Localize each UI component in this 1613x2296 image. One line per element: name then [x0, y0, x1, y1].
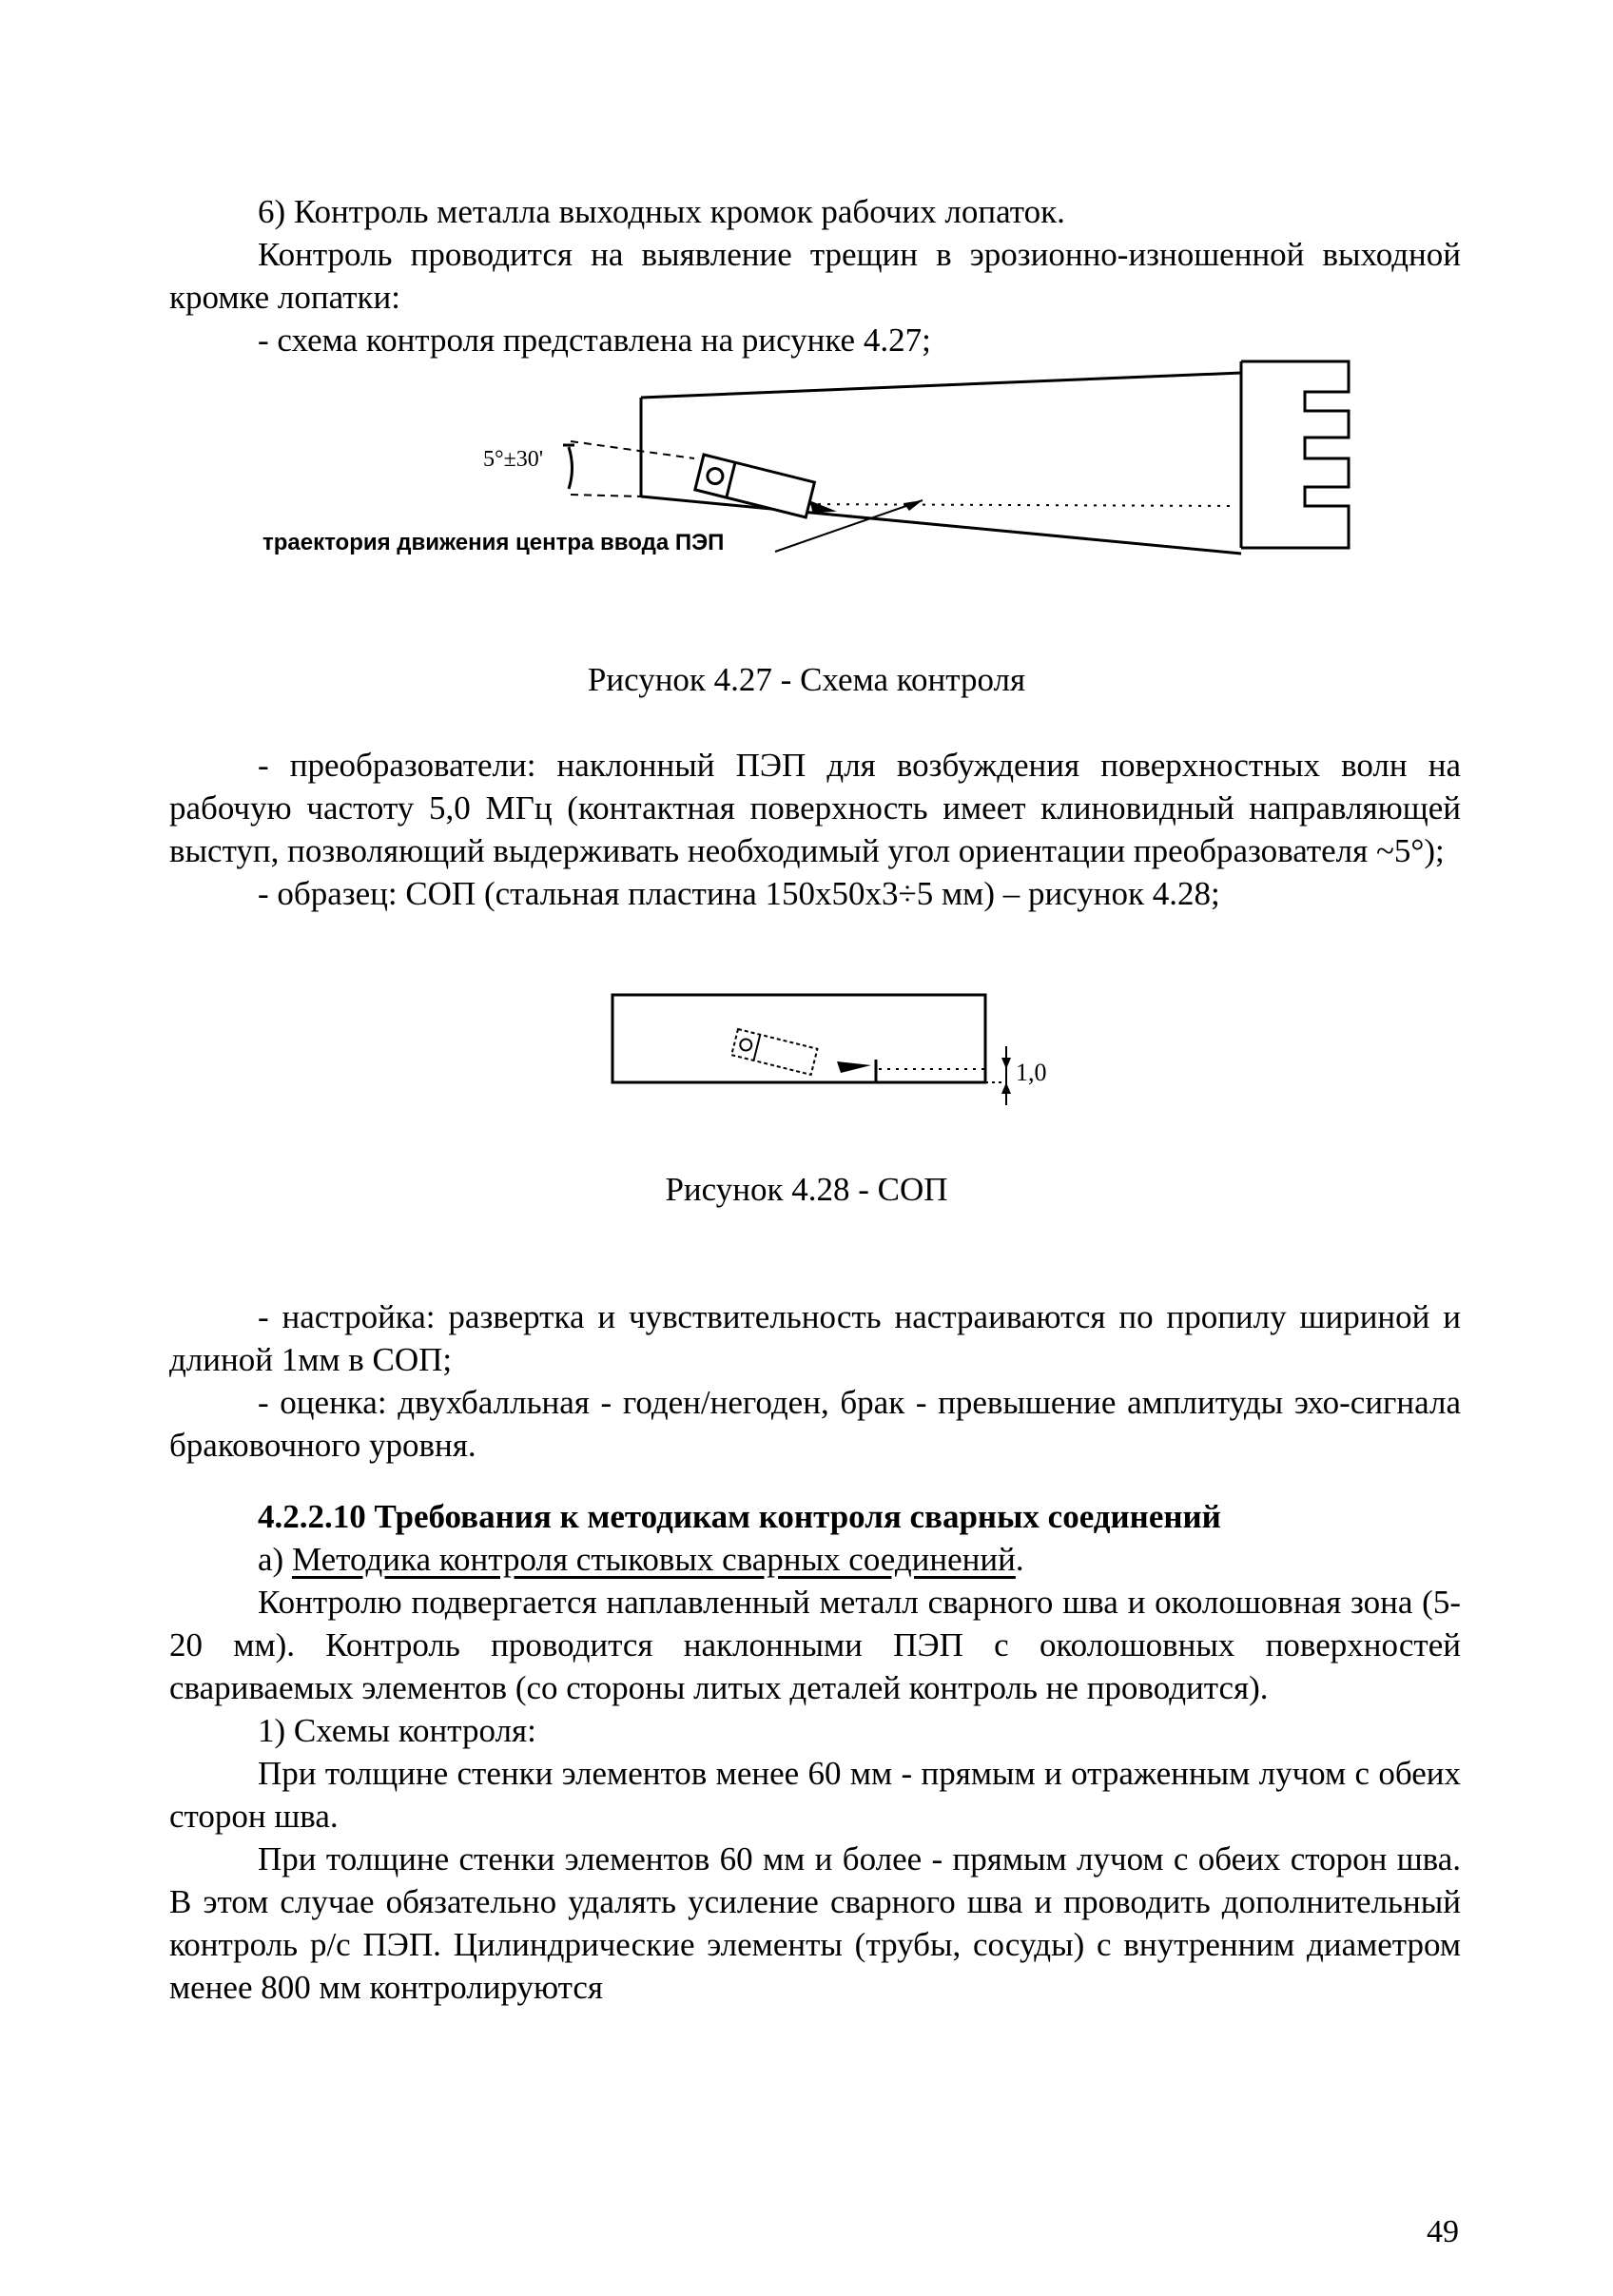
- angle-upper-dashed-line: [571, 441, 694, 458]
- angle-lower-dashed-line: [571, 495, 641, 496]
- middle-text-block: [169, 744, 1461, 915]
- dim-arrow-bottom: [1001, 1082, 1011, 1094]
- trajectory-label: траектория движения центра ввода ПЭП: [262, 530, 725, 555]
- paragraph-weld-control: Контролю подвергается наплавленный металл сварного шва и околошовная зона (5-20 мм). Контроль проводится наклонными ПЭП с околошовных поверхностей свариваемых элементов (со стороны литых деталей контроль не проводится).: [169, 1584, 1461, 1706]
- subsection-a-title: Методика контроля стыковых сварных соединений: [291, 1541, 1016, 1578]
- paragraph-thin-walls: При толщине стенки элементов менее 60 мм - прямым и отраженным лучом с обеих сторон шва.: [169, 1755, 1461, 1835]
- item-6-heading: 6) Контроль металла выходных кромок рабочих лопаток.: [258, 193, 1065, 230]
- paragraph-scheme-ref: - схема контроля представлена на рисунке 4.27;: [258, 321, 931, 359]
- figure-4-27-diagram: [257, 342, 1379, 571]
- paragraph-setup: - настройка: развертка и чувствительность настраиваются по пропилу шириной и длиной 1мм в СОП;: [169, 1298, 1461, 1378]
- page-number: 49: [1427, 2214, 1459, 2249]
- paragraph-transducers: - преобразователи: наклонный ПЭП для возбуждения поверхностных волн на рабочую частоту 5,0 МГц (контактная поверхность имеет клиновидный направляющей выступ, позволяющий выдерживать необходимый угол ориентации преобразователя ~5°);: [169, 747, 1461, 869]
- figure-4-28-diagram: [609, 987, 1103, 1120]
- blade-top-edge: [641, 373, 1241, 398]
- paragraph-thick-walls: При толщине стенки элементов 60 мм и более - прямым лучом с обеих сторон шва. В этом случае обязательно удалять усиление сварного шва и проводить дополнительный контроль р/с ПЭП. Цилиндрические элементы (трубы, сосуды) с внутренним диаметром менее 800 мм контролируются: [169, 1840, 1461, 2006]
- item-1-schemes: 1) Схемы контроля:: [258, 1712, 536, 1749]
- blade-root-fir-tree: [1241, 361, 1349, 548]
- top-text-block: [169, 190, 1461, 361]
- lower-text-block: [169, 1295, 1461, 2009]
- trajectory-dotted-line: [789, 504, 1236, 506]
- section-heading: 4.2.2.10 Требования к методикам контроля сварных соединений: [258, 1498, 1221, 1535]
- angle-label: 5°±30': [483, 447, 544, 472]
- dim-arrow-top: [1001, 1058, 1011, 1069]
- figure-4-27-caption: Рисунок 4.27 - Схема контроля: [587, 661, 1026, 698]
- angle-bracket: [569, 447, 573, 489]
- paragraph-control-purpose: Контроль проводится на выявление трещин в эрозионно-изношенной выходной кромке лопатки:: [169, 236, 1461, 316]
- subsection-a-suffix: .: [1015, 1541, 1024, 1578]
- dimension-label: 1,0: [1016, 1059, 1047, 1086]
- paragraph-sample: - образец: СОП (стальная пластина 150x50x3÷5 мм) – рисунок 4.28;: [258, 875, 1220, 912]
- trajectory-leader-arrow: [904, 500, 923, 511]
- paragraph-evaluation: - оценка: двухбалльная - годен/негоден, брак - превышение амплитуды эхо-сигнала браковочного уровня.: [169, 1384, 1461, 1464]
- figure-4-28-caption: Рисунок 4.28 - СОП: [665, 1171, 948, 1208]
- subsection-a: [169, 1538, 1461, 1581]
- subsection-a-prefix: а): [258, 1541, 292, 1578]
